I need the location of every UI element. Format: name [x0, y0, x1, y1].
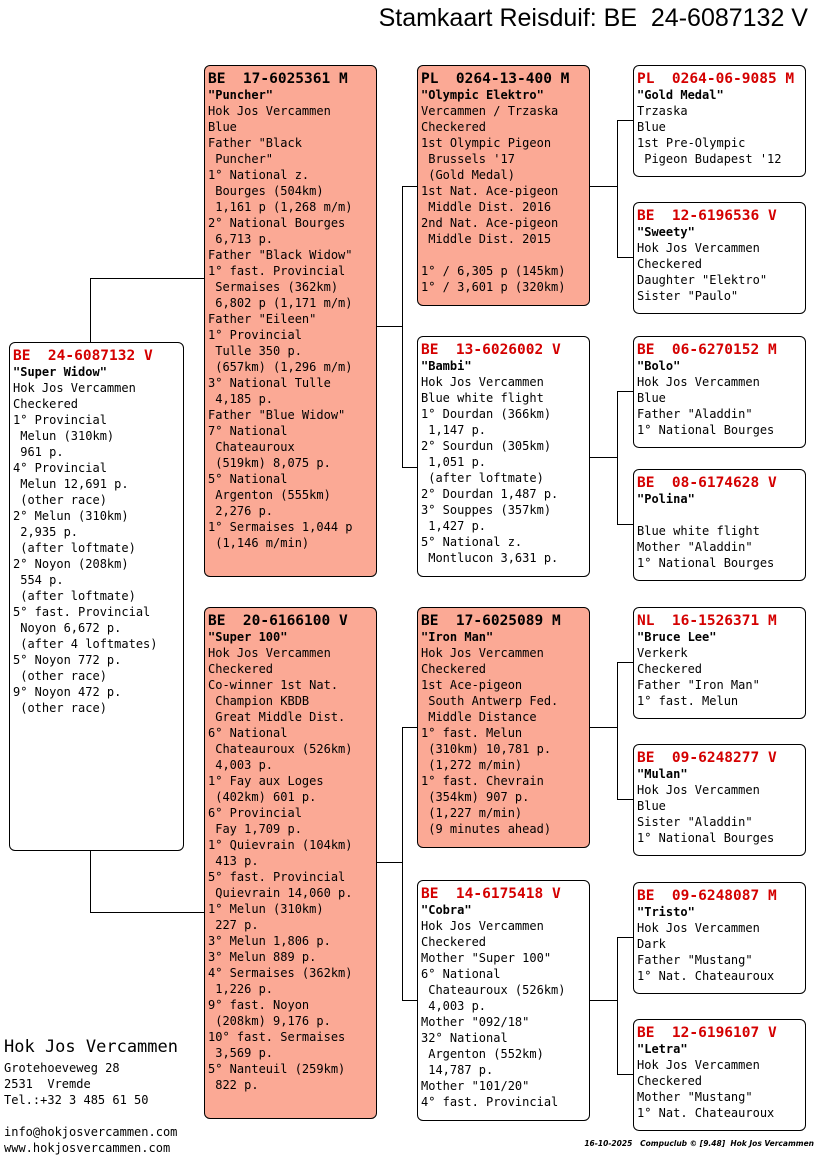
address-city: 2531 Vremde	[4, 1077, 91, 1091]
gen4-details	[637, 103, 802, 167]
detail-line: 2° Sourdun (305km)	[421, 439, 552, 453]
gen4-ring: NL 16-1526371 M	[637, 613, 777, 629]
detail-line: 2,276 p.	[208, 504, 274, 518]
detail-line: Verkerk	[637, 646, 688, 660]
detail-line: Hok Jos Vercammen	[637, 375, 760, 389]
detail-line: 4° Provincial	[13, 461, 107, 475]
detail-line: Blue	[637, 391, 666, 405]
grandmother-paternal-card[interactable]	[417, 336, 590, 577]
detail-line: (other race)	[13, 701, 107, 715]
detail-line: 227 p.	[208, 918, 259, 932]
gen4-name: "Bruce Lee"	[637, 630, 717, 644]
detail-line: 2° Melun (310km)	[13, 509, 129, 523]
detail-line: (1,227 m/min)	[421, 806, 523, 820]
great-grandparent-card[interactable]	[633, 744, 806, 856]
gen4-name: "Letra"	[637, 1042, 688, 1056]
father-details	[208, 103, 373, 551]
detail-line: Chateauroux (526km)	[421, 983, 566, 997]
detail-line: 4,003 p.	[208, 758, 274, 772]
detail-line: 1,051 p.	[421, 455, 487, 469]
detail-line: (Gold Medal)	[421, 168, 515, 182]
mother-ring: BE 20-6166100 V	[208, 613, 348, 629]
detail-line: Hok Jos Vercammen	[421, 375, 544, 389]
detail-line: 2° Dourdan 1,487 p.	[421, 487, 559, 501]
detail-line: 1° fast. Melun	[421, 726, 523, 740]
detail-line: 2° National Bourges	[208, 216, 346, 230]
connector	[90, 851, 91, 912]
detail-line: 1° Nat. Chateauroux	[637, 1106, 775, 1120]
detail-line: 6,802 p (1,171 m/m)	[208, 296, 353, 310]
detail-line: South Antwerp Fed.	[421, 694, 559, 708]
print-stamp: 16-10-2025 Compuclub © [9.48] Hok Jos Vercammen	[584, 1139, 814, 1148]
website-link[interactable]: www.hokjosvercammen.com	[4, 1141, 171, 1155]
connector	[617, 120, 618, 257]
mother-details	[208, 645, 373, 1093]
detail-line: Daughter "Elektro"	[637, 273, 768, 287]
detail-line: (other race)	[13, 493, 107, 507]
connector	[617, 120, 633, 121]
detail-line: 4,185 p.	[208, 392, 274, 406]
detail-line: Middle Dist. 2015	[421, 232, 552, 246]
detail-line: Blue white flight	[637, 524, 760, 538]
grandfather-maternal-card[interactable]	[417, 607, 590, 848]
detail-line: Blue	[637, 120, 666, 134]
detail-line: Hok Jos Vercammen	[637, 921, 760, 935]
detail-line: Argenton (555km)	[208, 488, 331, 502]
connector	[617, 391, 633, 392]
address-street: Grotehoeveweg 28	[4, 1061, 120, 1075]
ff-ring: PL 0264-13-400 M	[421, 71, 570, 87]
detail-line: Bourges (504km)	[208, 184, 324, 198]
connector	[617, 1074, 633, 1075]
subject-card[interactable]	[9, 342, 184, 851]
detail-line: Hok Jos Vercammen	[637, 1058, 760, 1072]
connector	[402, 186, 403, 467]
detail-line: Father "Aladdin"	[637, 407, 753, 421]
ff-details	[421, 103, 586, 295]
detail-line: (1,272 m/min)	[421, 758, 523, 772]
grandfather-paternal-card[interactable]	[417, 65, 590, 306]
fm-ring: BE 13-6026002 V	[421, 342, 561, 358]
detail-line: Hok Jos Vercammen	[13, 381, 136, 395]
detail-line: 2nd Nat. Ace-pigeon	[421, 216, 559, 230]
connector	[617, 937, 633, 938]
mf-ring: BE 17-6025089 M	[421, 613, 561, 629]
detail-line: Father "Black	[208, 136, 302, 150]
detail-line: 1° / 3,601 p (320km)	[421, 280, 566, 294]
detail-line: Checkered	[208, 662, 274, 676]
great-grandparent-card[interactable]	[633, 882, 806, 994]
gen4-name: "Sweety"	[637, 225, 695, 239]
gen4-details	[637, 507, 802, 571]
detail-line: 1° / 6,305 p (145km)	[421, 264, 566, 278]
detail-line: (9 minutes ahead)	[421, 822, 552, 836]
email-link[interactable]: info@hokjosvercammen.com	[4, 1125, 178, 1139]
detail-line: Middle Dist. 2016	[421, 200, 552, 214]
detail-line: 1° fast. Melun	[637, 694, 739, 708]
gen4-details	[637, 240, 802, 304]
detail-line: (after loftmate)	[13, 589, 136, 603]
connector	[617, 524, 633, 525]
detail-line: (after 4 loftmates)	[13, 637, 158, 651]
detail-line: 1° Nat. Chateauroux	[637, 969, 775, 983]
connector	[589, 727, 617, 728]
detail-line: Mother "Aladdin"	[637, 540, 753, 554]
detail-line: (after loftmate)	[421, 471, 544, 485]
detail-line: (other race)	[13, 669, 107, 683]
great-grandparent-card[interactable]	[633, 469, 806, 581]
detail-line: 1° National Bourges	[637, 556, 775, 570]
connector	[617, 662, 618, 799]
detail-line: Champion KBDB	[208, 694, 310, 708]
detail-line: 1st Olympic Pigeon	[421, 136, 552, 150]
great-grandparent-card[interactable]	[633, 1019, 806, 1131]
father-ring: BE 17-6025361 M	[208, 71, 348, 87]
mf-details	[421, 645, 586, 837]
detail-line: Hok Jos Vercammen	[637, 241, 760, 255]
detail-line: 5° Noyon 772 p.	[13, 653, 122, 667]
detail-line: 7° National	[208, 424, 288, 438]
detail-line: (402km) 601 p.	[208, 790, 317, 804]
gen4-details	[637, 645, 802, 709]
great-grandparent-card[interactable]	[633, 336, 806, 448]
detail-line: (519km) 8,075 p.	[208, 456, 331, 470]
detail-line: 1° National Bourges	[637, 423, 775, 437]
connector	[90, 278, 204, 279]
mf-name: "Iron Man"	[421, 630, 494, 644]
connector	[617, 937, 618, 1074]
detail-line: Puncher"	[208, 152, 274, 166]
detail-line: Vercammen / Trzaska	[421, 104, 559, 118]
detail-line: Montlucon 3,631 p.	[421, 551, 559, 565]
gen4-name: "Gold Medal"	[637, 88, 724, 102]
detail-line: Mother "092/18"	[421, 1015, 530, 1029]
detail-line: 1° Sermaises 1,044 p	[208, 520, 353, 534]
detail-line: 1° Melun (310km)	[208, 902, 324, 916]
detail-line: Pigeon Budapest '12	[637, 152, 782, 166]
detail-line: 1st Pre-Olympic	[637, 136, 746, 150]
detail-line: (354km) 907 p.	[421, 790, 530, 804]
fm-details	[421, 374, 586, 566]
detail-line: 822 p.	[208, 1078, 259, 1092]
great-grandparent-card[interactable]	[633, 202, 806, 314]
detail-line: 2° Noyon (208km)	[13, 557, 129, 571]
detail-line: 3° Melun 889 p.	[208, 950, 317, 964]
mother-name: "Super 100"	[208, 630, 288, 644]
detail-line: 4° fast. Provincial	[421, 1095, 559, 1109]
detail-line: Chateauroux (526km)	[208, 742, 353, 756]
detail-line: Hok Jos Vercammen	[421, 646, 544, 660]
gen4-details	[637, 920, 802, 984]
detail-line: 1° National Bourges	[637, 831, 775, 845]
detail-line: Noyon 6,672 p.	[13, 621, 122, 635]
detail-line: Great Middle Dist.	[208, 710, 346, 724]
mother-card[interactable]	[204, 607, 377, 1119]
subject-name: "Super Widow"	[13, 365, 107, 379]
detail-line: 4,003 p.	[421, 999, 487, 1013]
detail-line: 6° Provincial	[208, 806, 302, 820]
detail-line: 3° National Tulle	[208, 376, 331, 390]
detail-line: Blue	[208, 120, 237, 134]
detail-line: Checkered	[421, 935, 487, 949]
detail-line: 3° Souppes (357km)	[421, 503, 552, 517]
connector	[617, 391, 618, 524]
gen4-name: "Polina"	[637, 492, 695, 506]
detail-line: Sister "Aladdin"	[637, 815, 753, 829]
detail-line: Quievrain 14,060 p.	[208, 886, 353, 900]
gen4-ring: PL 0264-06-9085 M	[637, 71, 795, 87]
gen4-details	[637, 782, 802, 846]
detail-line: Checkered	[13, 397, 79, 411]
connector	[589, 457, 617, 458]
detail-line: Chateauroux	[208, 440, 295, 454]
detail-line	[637, 507, 802, 523]
detail-line: Melun (310km)	[13, 429, 115, 443]
detail-line: Blue white flight	[421, 391, 544, 405]
detail-line: Sister "Paulo"	[637, 289, 739, 303]
detail-line: Hok Jos Vercammen	[421, 919, 544, 933]
detail-line: 3° Melun 1,806 p.	[208, 934, 331, 948]
detail-line: (1,146 m/min)	[208, 536, 310, 550]
detail-line: 9° fast. Noyon	[208, 998, 310, 1012]
detail-line: 1° fast. Chevrain	[421, 774, 544, 788]
detail-line: Checkered	[421, 662, 487, 676]
detail-line: Checkered	[637, 1074, 703, 1088]
detail-line: 961 p.	[13, 445, 64, 459]
detail-line: Sermaises (362km)	[208, 280, 339, 294]
detail-line: 6,713 p.	[208, 232, 274, 246]
connector	[90, 278, 91, 342]
detail-line: 32° National	[421, 1031, 508, 1045]
detail-line: 6° National	[208, 726, 288, 740]
detail-line: (310km) 10,781 p.	[421, 742, 552, 756]
grandmother-maternal-card[interactable]	[417, 880, 590, 1121]
detail-line: Trzaska	[637, 104, 688, 118]
detail-line: Argenton (552km)	[421, 1047, 544, 1061]
gen4-ring: BE 09-6248087 M	[637, 888, 777, 904]
connector	[617, 257, 633, 258]
loft-name: Hok Jos Vercammen	[4, 1037, 178, 1057]
detail-line: Brussels '17	[421, 152, 515, 166]
ff-name: "Olympic Elektro"	[421, 88, 544, 102]
detail-line: 1st Nat. Ace-pigeon	[421, 184, 559, 198]
detail-line: 9° Noyon 472 p.	[13, 685, 122, 699]
connector	[376, 326, 402, 327]
detail-line: 5° fast. Provincial	[13, 605, 151, 619]
gen4-name: "Tristo"	[637, 905, 695, 919]
gen4-ring: BE 12-6196536 V	[637, 208, 777, 224]
detail-line: Melun 12,691 p.	[13, 477, 129, 491]
gen4-ring: BE 08-6174628 V	[637, 475, 777, 491]
detail-line: Checkered	[421, 120, 487, 134]
mm-name: "Cobra"	[421, 903, 472, 917]
detail-line: Hok Jos Vercammen	[208, 104, 331, 118]
detail-line: 3,569 p.	[208, 1046, 274, 1060]
gen4-details	[637, 374, 802, 438]
connector	[402, 727, 417, 728]
detail-line: 5° National z.	[421, 535, 523, 549]
detail-line: 4° Sermaises (362km)	[208, 966, 353, 980]
gen4-ring: BE 12-6196107 V	[637, 1025, 777, 1041]
detail-line: 14,787 p.	[421, 1063, 494, 1077]
detail-line: 1st Ace-pigeon	[421, 678, 523, 692]
detail-line: 1° Provincial	[13, 413, 107, 427]
connector	[376, 862, 402, 863]
mm-ring: BE 14-6175418 V	[421, 886, 561, 902]
detail-line: 1,161 p (1,268 m/m)	[208, 200, 353, 214]
detail-line: (657km) (1,296 m/m)	[208, 360, 353, 374]
detail-line: Co-winner 1st Nat.	[208, 678, 339, 692]
connector	[402, 1000, 417, 1001]
detail-line: Checkered	[637, 257, 703, 271]
connector	[402, 186, 417, 187]
subject-details	[13, 380, 180, 716]
detail-line: Checkered	[637, 662, 703, 676]
detail-line: Father "Iron Man"	[637, 678, 760, 692]
subject-ring: BE 24-6087132 V	[13, 348, 153, 364]
detail-line	[421, 247, 586, 263]
detail-line: Middle Distance	[421, 710, 537, 724]
detail-line: 5° Nanteuil (259km)	[208, 1062, 346, 1076]
detail-line: Mother "Mustang"	[637, 1090, 753, 1104]
detail-line: Hok Jos Vercammen	[208, 646, 331, 660]
gen4-details	[637, 1057, 802, 1121]
detail-line: 2,935 p.	[13, 525, 79, 539]
detail-line: 5° fast. Provincial	[208, 870, 346, 884]
gen4-ring: BE 09-6248277 V	[637, 750, 777, 766]
detail-line: Mother "Super 100"	[421, 951, 552, 965]
gen4-name: "Bolo"	[637, 359, 681, 373]
connector	[617, 662, 633, 663]
detail-line: 10° fast. Sermaises	[208, 1030, 346, 1044]
connector	[589, 186, 617, 187]
detail-line: Father "Black Widow"	[208, 248, 353, 262]
father-name: "Puncher"	[208, 88, 274, 102]
detail-line: Tulle 350 p.	[208, 344, 302, 358]
detail-line: 554 p.	[13, 573, 64, 587]
great-grandparent-card[interactable]	[633, 607, 806, 719]
detail-line: Fay 1,709 p.	[208, 822, 302, 836]
detail-line: 1° Dourdan (366km)	[421, 407, 552, 421]
gen4-name: "Mulan"	[637, 767, 688, 781]
phone-number: Tel.:+32 3 485 61 50	[4, 1093, 149, 1107]
detail-line: Father "Blue Widow"	[208, 408, 346, 422]
connector	[402, 727, 403, 1000]
detail-line: (after loftmate)	[13, 541, 136, 555]
detail-line: 1,427 p.	[421, 519, 487, 533]
detail-line: 6° National	[421, 967, 501, 981]
mm-details	[421, 918, 586, 1110]
detail-line: 5° National	[208, 472, 288, 486]
connector	[589, 1000, 617, 1001]
father-card[interactable]	[204, 65, 377, 577]
detail-line: Father "Eileen"	[208, 312, 317, 326]
detail-line: 1,147 p.	[421, 423, 487, 437]
connector	[90, 912, 204, 913]
fm-name: "Bambi"	[421, 359, 472, 373]
connector	[402, 467, 417, 468]
great-grandparent-card[interactable]	[633, 65, 806, 177]
detail-line: Blue	[637, 799, 666, 813]
detail-line: 1° Provincial	[208, 328, 302, 342]
detail-line: 1° National z.	[208, 168, 310, 182]
detail-line: Hok Jos Vercammen	[637, 783, 760, 797]
detail-line: (208km) 9,176 p.	[208, 1014, 331, 1028]
page-title: Stamkaart Reisduif: BE 24-6087132 V	[378, 4, 808, 32]
detail-line: Mother "101/20"	[421, 1079, 530, 1093]
detail-line: 1° fast. Provincial	[208, 264, 346, 278]
connector	[617, 799, 633, 800]
detail-line: 1,226 p.	[208, 982, 274, 996]
gen4-ring: BE 06-6270152 M	[637, 342, 777, 358]
detail-line: Dark	[637, 937, 666, 951]
detail-line: 1° Quievrain (104km)	[208, 838, 353, 852]
detail-line: 1° Fay aux Loges	[208, 774, 324, 788]
detail-line: Father "Mustang"	[637, 953, 753, 967]
detail-line: 413 p.	[208, 854, 259, 868]
